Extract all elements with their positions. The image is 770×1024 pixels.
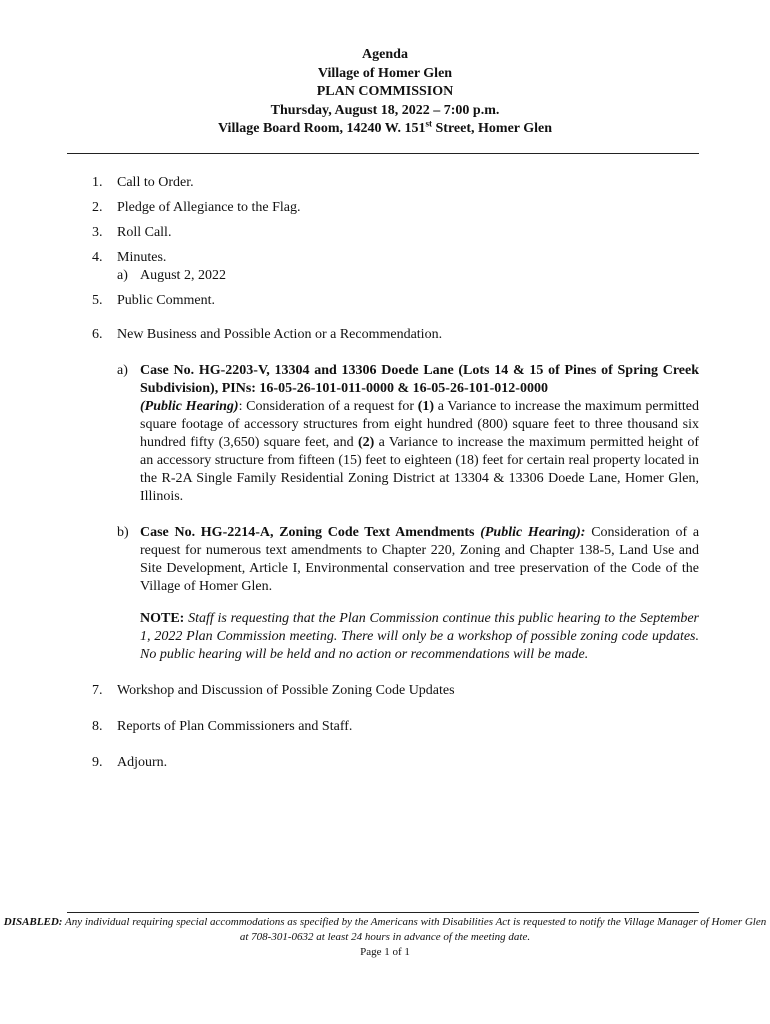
item-number: 3. (92, 225, 103, 240)
item-text: Reports of Plan Commissioners and Staff. (117, 719, 353, 734)
item-text: Public Comment. (117, 293, 215, 308)
note-text: Staff is requesting that the Plan Commission continue this public hearing to the September 1, 2022 Plan Commission meeting. There will only be a workshop of possible zoning code updates. No public hearing will be held and no action or recommendations will be made. (140, 611, 699, 662)
case-a-title: Case No. HG-2203-V, 13304 and 13306 Doede Lane (Lots 14 & 15 of Pines of Spring Creek Subdivision), PINs: 16-05-26-101-011-0000 & 16-05-26-101-012-0000 (140, 363, 699, 396)
agenda-item (92, 224, 699, 242)
agenda-item (92, 199, 699, 217)
case-a (117, 362, 699, 506)
item-text: Call to Order. (117, 175, 194, 190)
header-location (0, 120, 770, 139)
case-a-body3: a Variance to increase the maximum permitted height of an accessory structure from fifteen (15) feet to eighteen (18) feet for certain real property located in the R-2A Single Family Residential Zoning District at 13304 & 13306 Doede Lane, Homer Glen, Illinois. (140, 435, 699, 504)
case-a-hearing: (Public Hearing) (140, 399, 239, 414)
header-commission: PLAN COMMISSION (316, 84, 454, 99)
agenda-item (92, 754, 699, 772)
footer-divider (67, 912, 699, 913)
page-number: Page 1 of 1 (360, 946, 410, 958)
item-text: Workshop and Discussion of Possible Zoning Code Updates (117, 683, 455, 698)
item-text: Minutes. (117, 250, 167, 265)
case-b-note (140, 610, 699, 664)
location-sup: st (425, 118, 433, 129)
notice-label: DISABLED: (3, 916, 63, 928)
case-a-body1: : Consideration of a request for (238, 399, 418, 414)
footer (0, 915, 770, 960)
case-b-hearing: (Public Hearing): (480, 525, 586, 540)
agenda-item (92, 292, 699, 310)
item-number: 9. (92, 755, 103, 770)
header-date: Thursday, August 18, 2022 – 7:00 p.m. (270, 102, 500, 118)
minutes-subitem (117, 267, 699, 285)
item-number: 2. (92, 200, 103, 215)
item-number: 5. (92, 293, 103, 308)
header-village: Village of Homer Glen (317, 65, 453, 81)
item-number: 1. (92, 175, 103, 190)
case-a-b1: (1) (417, 399, 435, 414)
case-b-number: b) (117, 525, 129, 540)
item-number: 7. (92, 683, 103, 698)
header-title: Agenda (362, 47, 408, 62)
item-text: New Business and Possible Action or a Recommendation. (117, 327, 443, 342)
item-text: Pledge of Allegiance to the Flag. (117, 200, 301, 215)
agenda-item (92, 718, 699, 736)
notice-text: Any individual requiring special accommodations as specified by the Americans with Disabilities Act is requested to notify the Village Manager of Homer Glen at 708-301-0632 at least 24 hours in advance of the meeting date. (62, 916, 767, 943)
case-b-body: Consideration of a request for numerous text amendments to Chapter 220, Zoning and Chapter 138-5, Land Use and Site Development, Article I, Environmental conservation and tree preservation of the Code of the Village of Homer Glen. (140, 525, 700, 594)
agenda-item (92, 326, 699, 664)
location-post: Street, Homer Glen (432, 121, 553, 136)
agenda-header (0, 46, 770, 139)
agenda-list (92, 174, 699, 779)
item-number: 4. (92, 250, 103, 265)
case-a-number: a) (117, 363, 128, 378)
case-a-b2: (2) (357, 435, 375, 450)
subitem-number: a) (117, 268, 128, 283)
case-a-body2: a Variance to increase the maximum permitted square footage of accessory structures from eight hundred (800) square feet to three thousand six hundred fifty (3,650) square feet, and (140, 399, 699, 450)
agenda-item (92, 174, 699, 192)
item-text: Adjourn. (117, 755, 168, 770)
header-divider (67, 153, 699, 154)
case-b (117, 524, 699, 664)
case-b-title: Case No. HG-2214-A, Zoning Code Text Amendments (140, 525, 475, 540)
item-number: 6. (92, 327, 103, 342)
subitem-text: August 2, 2022 (140, 268, 226, 283)
agenda-item (92, 682, 699, 700)
location-pre: Village Board Room, 14240 W. 151 (217, 121, 426, 136)
note-label: NOTE: (140, 611, 185, 626)
disability-notice (0, 915, 770, 945)
agenda-item (92, 249, 699, 285)
item-text: Roll Call. (117, 225, 172, 240)
item-number: 8. (92, 719, 103, 734)
